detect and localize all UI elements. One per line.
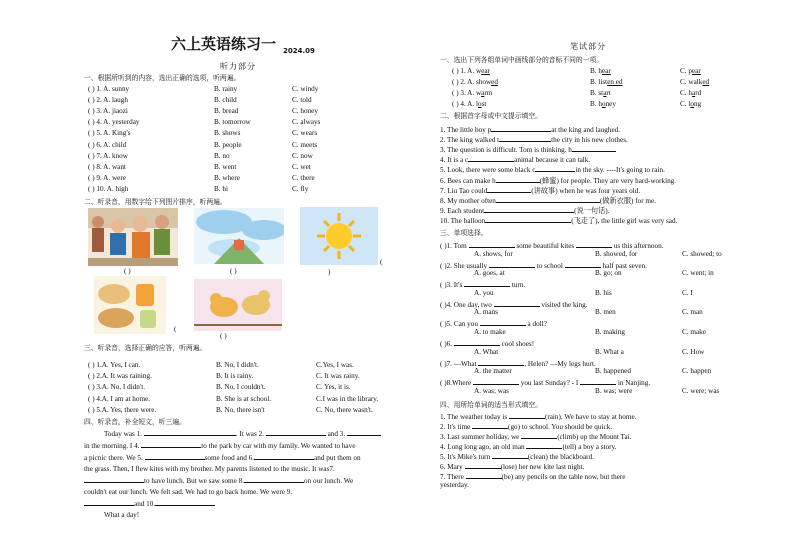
picture-sun — [300, 207, 378, 265]
underlined-part: o — [690, 100, 694, 108]
phonics-option-c[interactable] — [680, 78, 709, 87]
answer-blank[interactable] — [473, 377, 519, 385]
phonics-option-a[interactable] — [452, 67, 490, 76]
answer-blank[interactable] — [576, 240, 612, 248]
phonics-option-c[interactable] — [680, 89, 701, 98]
question-text: , Helen? —My legs hurt. — [524, 359, 596, 368]
line-text: 4. It is a c — [440, 156, 469, 165]
mc-option-a[interactable]: A. was; was — [474, 386, 509, 395]
question-option-b[interactable]: B. where — [214, 173, 240, 182]
line-text: (clean) the blackboard. — [527, 453, 594, 461]
line-text: 5. It's Mike's turn — [440, 453, 492, 461]
question-text: ( )7. —What — [440, 359, 479, 368]
answer-blank[interactable] — [465, 461, 501, 469]
question-number: ( ) 2. A. — [452, 78, 476, 86]
question-text: turn. — [510, 281, 526, 290]
line-text: 7. Liu Tao could — [440, 186, 488, 195]
word-part: rt — [606, 89, 611, 97]
line-text: 8. My mother often — [440, 196, 496, 205]
answer-blank[interactable] — [489, 260, 535, 268]
line-text: 5. Look, there were some black c — [440, 166, 536, 175]
passage-text: What a day! — [104, 511, 140, 519]
response-option-b[interactable]: B. It is rainy. — [216, 372, 254, 381]
picture4-bracket[interactable]: ( — [174, 325, 177, 333]
line-text: (说一句话). — [574, 206, 610, 215]
response-option-c[interactable]: C. Yes, it is. — [316, 383, 351, 392]
line-text: (go) to school. You should be quick. — [508, 423, 613, 431]
question-option-c[interactable]: C. meets — [292, 140, 318, 149]
picture1-bracket[interactable]: ( ) — [124, 267, 131, 275]
word-part: rd — [695, 89, 702, 97]
question-option-c[interactable]: C. honey — [292, 107, 318, 116]
question-text: ( )8.Where — [440, 379, 473, 388]
mc-option-a[interactable]: A. mans — [474, 308, 498, 317]
question-text: visited the king. — [539, 300, 588, 309]
line-text: 3. Last summer holiday, we — [440, 433, 522, 441]
question-option-a[interactable]: ( ) 4. A. yesterday — [88, 118, 140, 127]
response-option-b[interactable]: B. No, I didn't. — [216, 361, 259, 369]
answer-blank[interactable] — [469, 240, 515, 248]
listening-sec2-instruction: 二、听录音，用数字给下列图片排序，听两遍。 — [84, 198, 227, 206]
mc-option-c[interactable]: C. I — [682, 288, 693, 297]
passage-text: and put them on — [314, 454, 361, 462]
mc-option-b[interactable]: B. What a — [595, 347, 624, 356]
blank-1[interactable] — [144, 428, 236, 436]
question-text: cool shoes! — [499, 340, 535, 348]
response-option-a[interactable]: ( ) 4.A. I am at home. — [88, 394, 151, 403]
word-part: C. h — [680, 89, 692, 97]
line-text: (飞走了), the little girl was very sad. — [571, 216, 678, 225]
answer-blank[interactable] — [492, 451, 528, 459]
line-text: 3. The question is difficult. Tom is thinking. h — [440, 146, 572, 155]
blank-8[interactable] — [244, 475, 304, 483]
phonics-option-b[interactable] — [590, 100, 616, 109]
question-option-a[interactable]: ( ) 3. A. jiaozi — [88, 107, 128, 116]
passage-text: and 3. — [327, 430, 347, 438]
answer-blank[interactable] — [565, 260, 601, 268]
response-option-a[interactable]: ( ) 5.A. Yes, there were. — [88, 405, 157, 414]
passage-text: in the morning. I 4. — [84, 442, 142, 450]
word-part: rm — [484, 89, 493, 97]
passage-text: a picnic there. We 5. — [84, 454, 145, 462]
mc-option-c[interactable]: C. happen — [682, 367, 712, 376]
mc-option-b[interactable]: B. happened — [595, 367, 631, 376]
line-text: 7. There — [440, 473, 466, 481]
question-option-a[interactable]: ( ) 10. A. high — [88, 184, 129, 193]
mc-option-b[interactable]: B. men — [595, 308, 616, 317]
mc-option-c[interactable]: C. man — [682, 308, 703, 317]
question-option-a[interactable]: ( ) 2. A. laugh — [88, 96, 128, 105]
question-text: ( )1. Tom — [440, 242, 469, 250]
mc-option-c[interactable]: C. make — [682, 327, 706, 336]
blank-7[interactable] — [84, 475, 144, 483]
question-option-a[interactable]: ( ) 6. A. child — [88, 140, 127, 149]
question-option-b[interactable]: B. bread — [214, 107, 239, 116]
question-option-b[interactable]: B. child — [214, 96, 237, 105]
mc-option-b[interactable]: B. showed, for — [595, 249, 638, 258]
blank-2[interactable] — [266, 428, 326, 436]
question-option-c[interactable]: C. wet — [292, 162, 311, 171]
answer-blank[interactable] — [526, 441, 562, 449]
underlined-part: o — [477, 100, 482, 108]
line-text: (蜂蜜) for people. They are very hard-working. — [539, 176, 677, 185]
line-text: (tell) a boy a story. — [562, 443, 617, 451]
phonics-option-a[interactable] — [452, 100, 486, 109]
underlined-part: ear — [481, 67, 490, 75]
line-text: 4. Long long ago, an old man — [440, 443, 527, 451]
question-text: ( )6. — [440, 340, 454, 348]
passage-text: on our lunch. We — [304, 477, 354, 485]
answer-blank[interactable] — [484, 205, 574, 213]
word-part: ng — [693, 100, 702, 108]
word-part: st — [481, 100, 487, 108]
answer-blank[interactable] — [496, 175, 540, 183]
word-part: B. list — [590, 78, 608, 86]
underlined-part: a — [603, 89, 607, 97]
question-option-c[interactable]: C. fly — [292, 184, 309, 193]
answer-blank[interactable] — [494, 299, 540, 307]
line-text: yesterday. — [440, 481, 469, 489]
answer-blank[interactable] — [466, 471, 502, 479]
line-text: 1. The little boy p — [440, 126, 492, 134]
question-option-b[interactable]: B. no — [214, 151, 230, 160]
written-sec4-instruction: 四、用所给单词的适当形式填空。 — [440, 401, 542, 409]
answer-blank[interactable] — [572, 144, 616, 152]
line-text: at the king and laughed. — [551, 126, 621, 134]
mc-option-c[interactable]: C. went; in — [682, 269, 714, 278]
question-text: ( )4. One day, two — [440, 300, 494, 309]
question-option-a[interactable]: ( ) 5. A. King's — [88, 129, 131, 138]
phonics-option-b[interactable] — [590, 89, 611, 98]
question-option-b[interactable]: B. shows — [214, 129, 241, 138]
question-option-c[interactable]: C. always — [292, 118, 321, 127]
line-text: 2. The king walked t — [440, 136, 500, 145]
picture-balloon-sky — [194, 208, 284, 264]
answer-blank[interactable] — [480, 318, 526, 326]
listening-sec3-instruction: 三、听录音，选择正确的应答，听两遍。 — [84, 344, 207, 352]
word-part: C. p — [680, 67, 692, 75]
question-number: ( ) 4. A. — [452, 100, 476, 108]
question-option-b[interactable]: B. rainy — [214, 85, 238, 93]
question-text: half past seven. — [600, 261, 647, 270]
response-option-c[interactable]: C.I was in the library. — [316, 394, 379, 403]
fill-in-line — [440, 215, 677, 226]
line-text: 9. Each student — [440, 206, 485, 215]
blank-4[interactable] — [141, 440, 201, 448]
word-part: w — [475, 89, 482, 97]
phonics-option-c[interactable] — [680, 100, 701, 109]
picture-food-jars — [94, 276, 166, 334]
form-fill-line — [440, 481, 469, 490]
mc-option-c[interactable]: C. showed; to — [682, 249, 722, 258]
answer-blank[interactable] — [468, 154, 514, 162]
question-text: ( )3. It's — [440, 281, 465, 290]
mc-option-a[interactable]: A. shows, for — [474, 249, 513, 258]
blank-6[interactable] — [254, 452, 314, 460]
question-text: us this afternoon. — [612, 242, 664, 250]
line-text: animal because it can talk. — [514, 156, 591, 165]
passage-text: . It was 2. — [235, 430, 266, 438]
question-option-b[interactable]: B. went — [214, 162, 237, 171]
mc-option-a[interactable]: A. goes, at — [474, 269, 505, 278]
mc-option-b[interactable]: B. his — [595, 288, 612, 297]
listening-sec1-instruction: 一、根据所听到的内容，选出正确的选项，听两遍。 — [84, 74, 241, 82]
underlined-part: a — [691, 89, 696, 97]
word-part: B. h — [590, 67, 602, 75]
word-part: show — [475, 78, 492, 86]
passage-text: the grass. Then, I flew kites with my brother. My parents listened to the music. It was7. — [84, 465, 335, 473]
question-option-c[interactable]: C. told — [292, 96, 312, 105]
response-option-c[interactable]: C. No, there wasn't. — [316, 405, 373, 414]
mc-option-b[interactable]: B. was; were — [595, 386, 633, 395]
response-option-a[interactable]: ( ) 3.A. No, I didn't. — [88, 383, 145, 392]
blank-5[interactable] — [145, 452, 205, 460]
answer-blank[interactable] — [580, 377, 616, 385]
word-part: C. walk — [680, 78, 703, 86]
question-option-b[interactable]: B. people — [214, 140, 242, 149]
line-text: (rain). We have to stay at home. — [544, 413, 637, 421]
response-option-b[interactable]: B. She is at school. — [216, 394, 272, 403]
question-text: a doll? — [525, 320, 547, 329]
question-option-c[interactable]: C. windy — [292, 85, 319, 93]
mc-option-a[interactable]: A. What — [474, 347, 499, 356]
line-text: (climb) up the Mount Tai. — [557, 433, 632, 441]
word-part: B. h — [590, 100, 602, 108]
question-option-b[interactable]: B. tomorrow — [214, 118, 251, 127]
line-text: (做新衣服) for me. — [599, 196, 656, 205]
picture-people-walking — [88, 208, 178, 266]
answer-blank[interactable] — [487, 185, 531, 193]
answer-blank[interactable] — [491, 124, 551, 132]
answer-blank[interactable] — [472, 421, 508, 429]
question-text: ( )2. She usually — [440, 261, 489, 270]
answer-blank[interactable] — [509, 411, 545, 419]
question-option-a[interactable]: ( ) 1. A. sunny — [88, 85, 130, 93]
phonics-option-a[interactable] — [452, 89, 492, 98]
page-title: 六上英语练习一 — [171, 35, 277, 53]
line-text: (讲故事) when he was four years old. — [531, 186, 641, 195]
word-part: l — [475, 100, 478, 108]
line-text: 6. Mary — [440, 463, 465, 471]
underlined-part: ed — [702, 78, 710, 86]
question-text: some beautiful kites — [514, 242, 576, 250]
mc-question — [440, 299, 588, 310]
answer-blank[interactable] — [478, 358, 524, 366]
mc-option-a[interactable]: A. the matter — [474, 367, 512, 376]
question-text: in Nanjing. — [616, 379, 651, 388]
word-part: ney — [605, 100, 616, 108]
written-sec1-instruction: 一、选出下列各组单词中画线部分的音标不同的一项。 — [440, 56, 604, 64]
written-sec2-instruction: 二、根据首字母或中文提示填空。 — [440, 112, 542, 120]
response-option-a[interactable]: ( ) 2.A. It was raining. — [88, 372, 152, 381]
blank-3[interactable] — [347, 428, 381, 436]
question-text: you last Sunday? - I — [518, 379, 581, 388]
listening-sec4-instruction: 四、听录音，补全短文，听三遍。 — [84, 418, 186, 426]
passage-text: to have lunch. But we saw some 8. — [144, 477, 245, 485]
question-option-c[interactable]: C. wears — [292, 129, 318, 138]
underlined-part: a — [481, 89, 485, 97]
question-option-a[interactable]: ( ) 7. A. know — [88, 151, 128, 160]
passage-text: couldn't eat our lunch. We felt sad. We had to go back home. We were 9. — [84, 488, 293, 496]
answer-blank[interactable] — [499, 134, 551, 142]
written-sec3-instruction: 三、单项选择。 — [440, 229, 488, 237]
line-text: (be) any pencils on the table now, but there — [501, 473, 626, 481]
passage-text: and 10. — [134, 500, 156, 508]
line-text: 10. The balloon — [440, 216, 486, 225]
question-number: ( ) 3. A. — [452, 89, 476, 97]
question-number: ( ) 1. A. — [452, 67, 476, 75]
picture3-bracket[interactable]: ) — [328, 268, 331, 276]
answer-blank[interactable] — [496, 195, 600, 203]
page-date: 2024.09 — [283, 47, 315, 55]
line-text: in the sky. ----It's going to rain. — [575, 166, 665, 175]
question-option-c[interactable]: C. there — [292, 173, 315, 182]
passage-text: Today was 1. — [104, 430, 144, 438]
question-option-a[interactable]: ( ) 8. A. want — [88, 162, 126, 171]
listening-passage — [84, 428, 394, 521]
picture5-bracket[interactable]: ( ) — [220, 332, 227, 340]
line-text: the city in his new clothes. — [551, 136, 628, 145]
phonics-option-b[interactable] — [590, 67, 611, 76]
picture-birds — [194, 279, 282, 331]
response-option-b[interactable]: B. No, there isn't — [216, 405, 265, 414]
mc-option-a[interactable]: A. you — [474, 288, 494, 297]
question-option-b[interactable]: B. hi — [214, 184, 228, 193]
answer-blank[interactable] — [535, 164, 575, 172]
phonics-option-b[interactable] — [590, 78, 623, 87]
response-option-c[interactable]: C.Yes, I was. — [316, 361, 354, 369]
mc-option-a[interactable]: A. to make — [474, 327, 506, 336]
question-option-c[interactable]: C. now — [292, 151, 313, 160]
mc-option-c[interactable]: C. How — [682, 347, 705, 356]
question-text: to school — [534, 261, 565, 270]
question-option-a[interactable]: ( ) 9. A. were — [88, 173, 126, 182]
passage-text: some food and 6. — [204, 454, 255, 462]
picture3-open-bracket[interactable]: ( — [380, 258, 383, 266]
mc-option-b[interactable]: B. go; on — [595, 269, 622, 278]
answer-blank[interactable] — [485, 215, 571, 223]
picture2-bracket[interactable]: ( ) — [230, 267, 237, 275]
response-option-a[interactable]: ( ) 1.A. Yes, I can. — [88, 361, 141, 369]
response-option-c[interactable]: C. It was rainy. — [316, 372, 360, 381]
underlined-part: o — [601, 100, 606, 108]
blank-10[interactable] — [155, 498, 215, 506]
answer-blank[interactable] — [521, 431, 557, 439]
underlined-part: ed — [491, 78, 498, 86]
phonics-option-a[interactable] — [452, 78, 498, 87]
answer-blank[interactable] — [464, 279, 510, 287]
underlined-part: en ed — [607, 78, 623, 86]
line-text: 1. The weather today is — [440, 413, 509, 421]
line-text: 6. Bees can make h — [440, 176, 496, 185]
blank-9[interactable] — [84, 498, 134, 506]
underlined-part: ear — [691, 67, 701, 75]
word-part: B. st — [590, 89, 604, 97]
mc-question — [440, 358, 596, 369]
answer-blank[interactable] — [454, 338, 500, 346]
mc-option-c[interactable]: C. were; was — [682, 386, 720, 395]
passage-text: to the park by car with my family. We wanted to have — [201, 442, 356, 450]
word-part: w — [475, 67, 482, 75]
question-text: ( )5. Can you — [440, 320, 480, 329]
response-option-b[interactable]: B. No, I couldn't. — [216, 383, 266, 392]
listening-heading: 听力部分 — [220, 62, 256, 71]
word-part: C. l — [680, 100, 691, 108]
phonics-option-c[interactable] — [680, 67, 701, 76]
line-text: (lose) her new kite last night. — [500, 463, 585, 471]
underlined-part: ear — [601, 67, 611, 75]
mc-option-b[interactable]: B. making — [595, 327, 625, 336]
line-text: 2. It's time — [440, 423, 473, 431]
written-heading: 笔试部分 — [570, 42, 606, 51]
